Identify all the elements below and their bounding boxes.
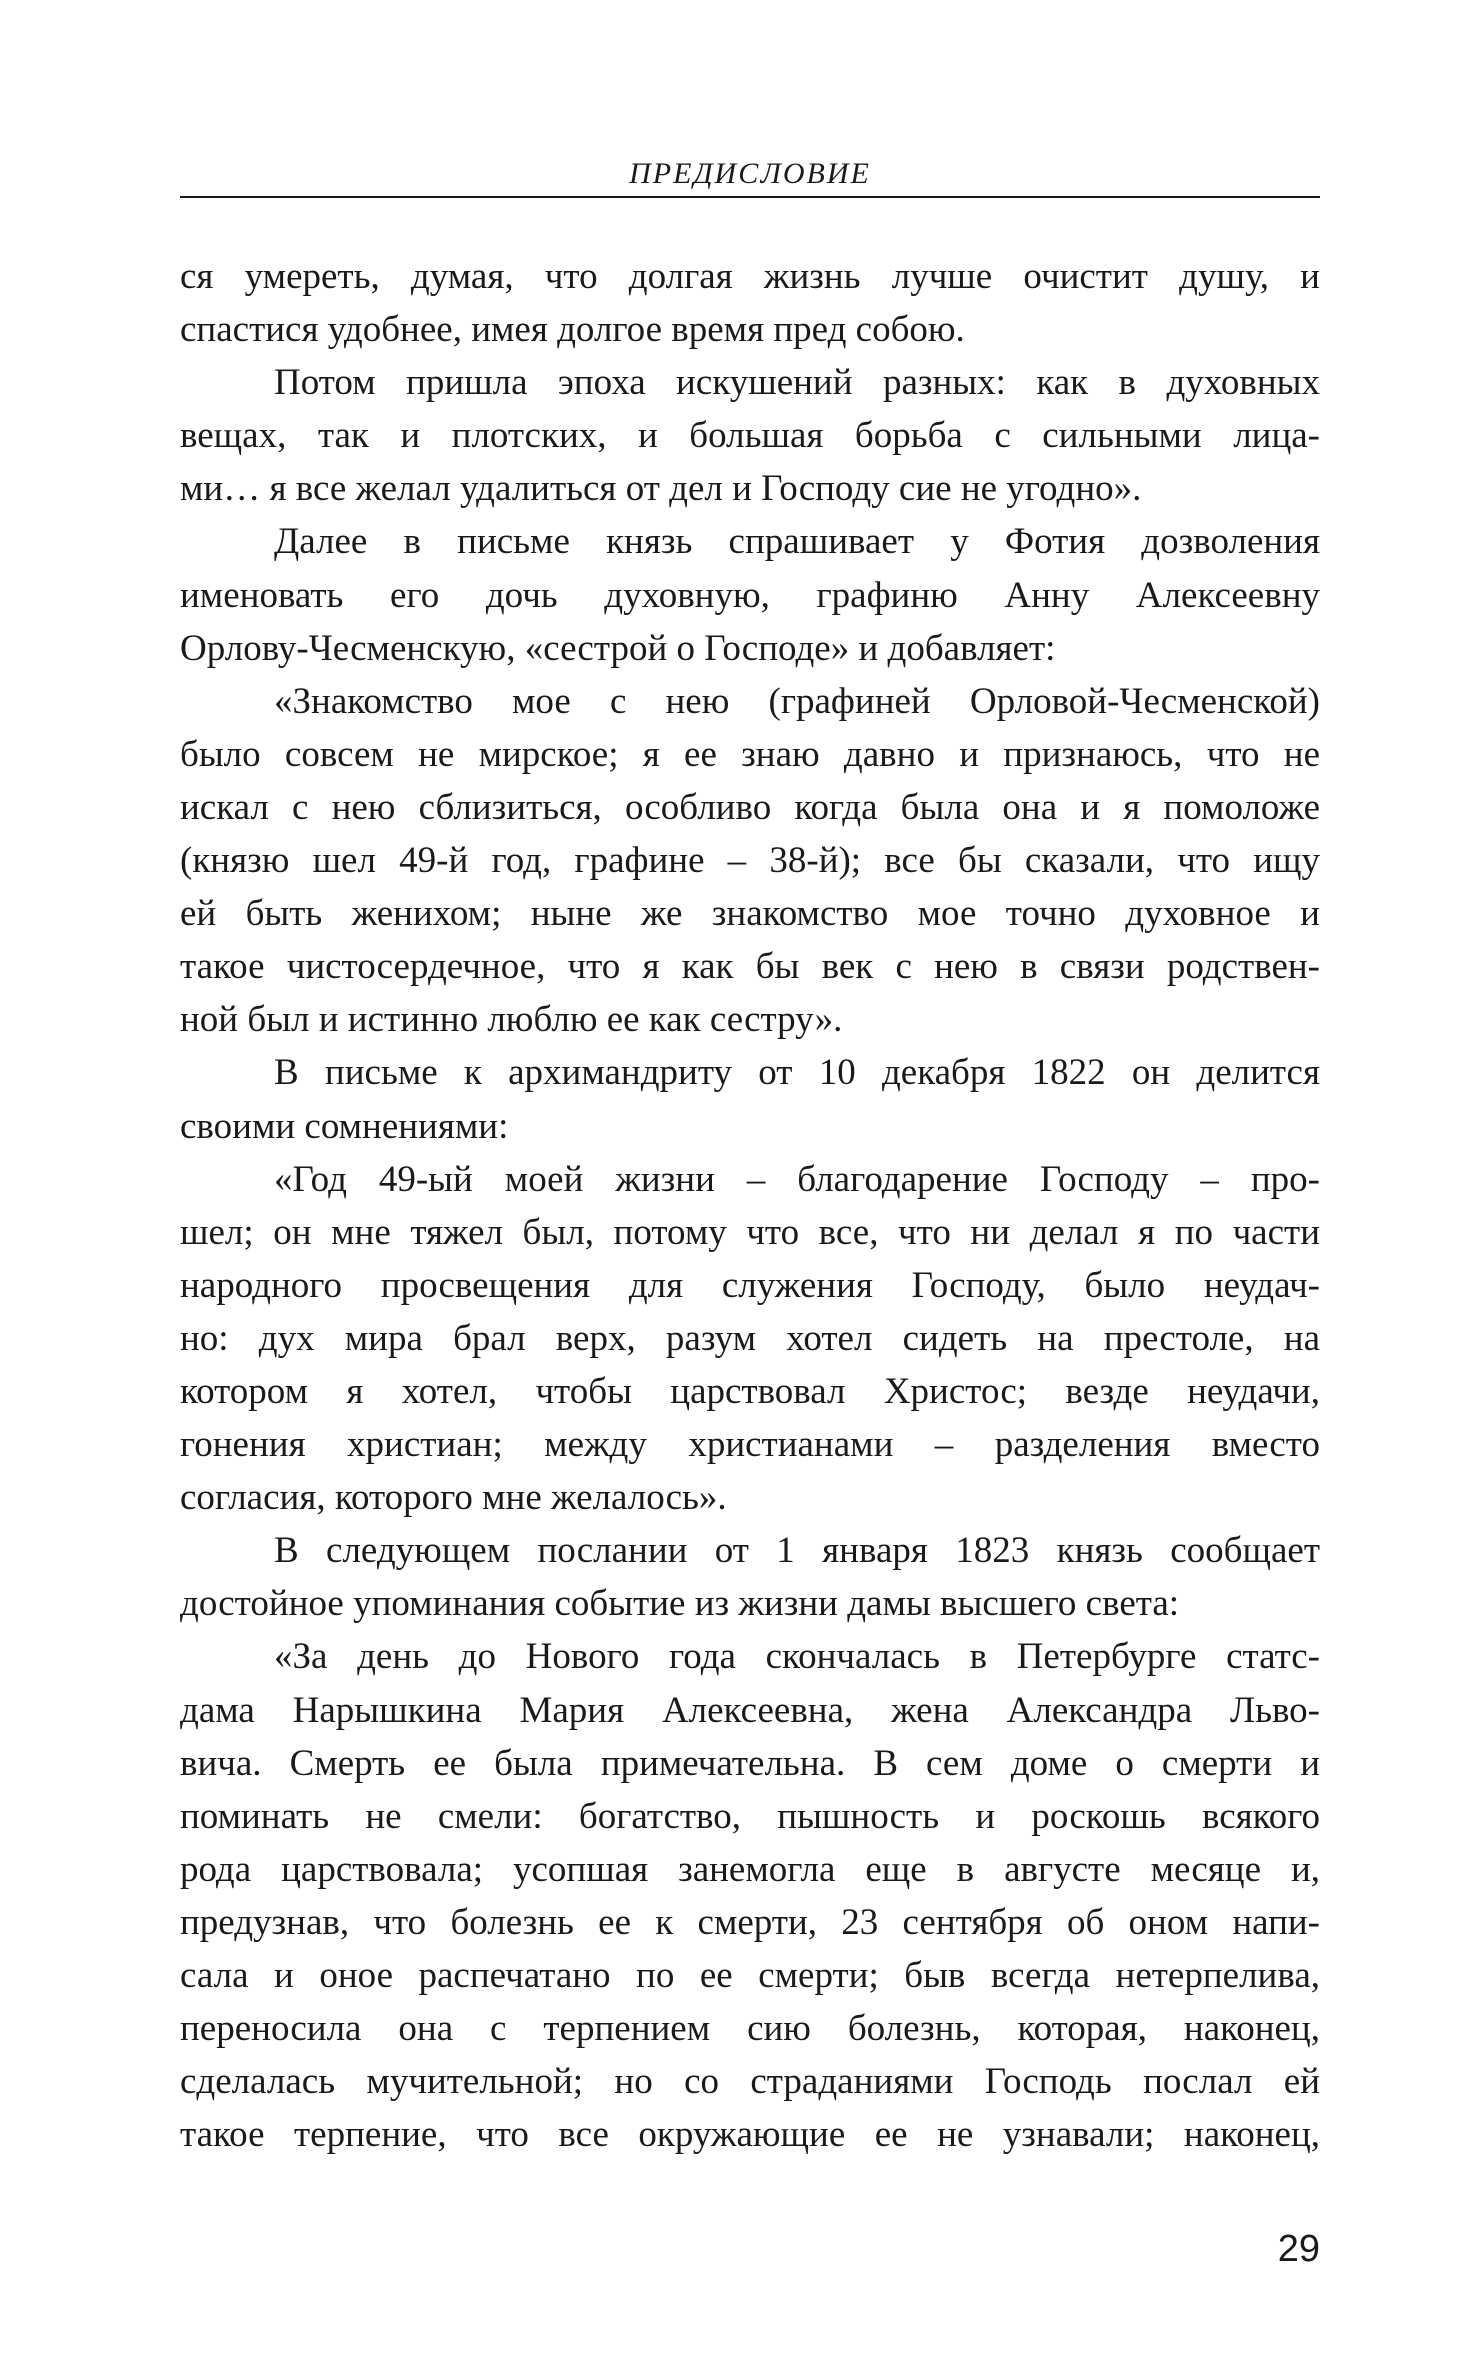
- text-line: котором я хотел, чтобы царствовал Христос; везде неудачи,: [180, 1370, 1320, 1412]
- text-line: ся умереть, думая, что долгая жизнь лучше очистит душу, и: [180, 256, 1320, 297]
- text-line: было совсем не мирское; я ее знаю давно и признаюсь, что не: [180, 733, 1320, 775]
- text-line: «Год 49-ый моей жизни – благодарение Господу – про-: [274, 1158, 1320, 1200]
- text-line: В письме к архимандриту от 10 декабря 1822 он делится: [274, 1052, 1320, 1094]
- text-line: такое чистосердечное, что я как бы век с нею в связи родствен-: [180, 946, 1320, 988]
- text-line: народного просвещения для служения Господу, было неудач-: [180, 1264, 1320, 1306]
- text-line: ной был и истинно люблю ее как сестру».: [180, 999, 843, 1041]
- text-line: вещах, так и плотских, и большая борьба с сильными лица-: [180, 415, 1320, 457]
- text-line: (князю шел 49-й год, графине – 38-й); все бы сказали, что ищу: [180, 840, 1320, 882]
- text-line: дама Нарышкина Мария Алексеевна, жена Александра Льво-: [180, 1689, 1320, 1731]
- text-line: вича. Смерть ее была примечательна. В сем доме о смерти и: [180, 1742, 1320, 1784]
- text-line: шел; он мне тяжел был, потому что все, что ни делал я по части: [180, 1211, 1320, 1253]
- text-line: поминать не смели: богатство, пышность и роскошь всякого: [180, 1795, 1320, 1837]
- text-line: переносила она с терпением сию болезнь, которая, наконец,: [180, 2008, 1320, 2050]
- text-line: предузнав, что болезнь ее к смерти, 23 сентября об оном напи-: [180, 1901, 1320, 1943]
- text-line: В следующем послании от 1 января 1823 князь сообщает: [274, 1530, 1320, 1572]
- text-line: такое терпение, что все окружающие ее не узнавали; наконец,: [180, 2114, 1320, 2156]
- running-head-title: ПРЕДИСЛОВИЕ: [629, 157, 871, 190]
- text-line: ей быть женихом; ныне же знакомство мое точно духовное и: [180, 893, 1320, 935]
- text-line: сала и оное распечатано по ее смерти; быв всегда нетерпелива,: [180, 1955, 1320, 1996]
- text-line: «За день до Нового года скончалась в Петербурге статс-: [274, 1636, 1320, 1678]
- text-line: спастися удобнее, имея долгое время пред собою.: [180, 309, 965, 351]
- page-number: 29: [1277, 2228, 1320, 2270]
- text-line: ми… я все желал удалиться от дел и Господу сие не угодно».: [180, 468, 1142, 510]
- body-text: [180, 250, 1320, 2161]
- text-line: Далее в письме князь спрашивает у Фотия дозволения: [274, 521, 1320, 563]
- text-line: сделалась мучительной; но со страданиями Господь послал ей: [180, 2061, 1320, 2103]
- text-line: гонения христиан; между христианами – разделения вместо: [180, 1424, 1320, 1466]
- text-line: но: дух мира брал верх, разум хотел сидеть на престоле, на: [180, 1317, 1320, 1359]
- text-line: согласия, которого мне желалось».: [180, 1477, 727, 1519]
- text-line: Потом пришла эпоха искушений разных: как в духовных: [274, 362, 1320, 404]
- text-line: достойное упоминания событие из жизни дамы высшего света:: [180, 1583, 1180, 1625]
- text-line: Орлову-Чесменскую, «сестрой о Господе» и добавляет:: [180, 627, 1056, 669]
- text-line: «Знакомство мое с нею (графиней Орловой-Чесменской): [274, 680, 1320, 722]
- text-line: своими сомнениями:: [180, 1105, 509, 1147]
- text-line: искал с нею сблизиться, особливо когда была она и я помоложе: [180, 786, 1320, 828]
- running-head: [180, 152, 1320, 198]
- text-line: рода царствовала; усопшая занемогла еще в августе месяце и,: [180, 1848, 1320, 1890]
- text-line: именовать его дочь духовную, графиню Анну Алексеевну: [180, 574, 1320, 616]
